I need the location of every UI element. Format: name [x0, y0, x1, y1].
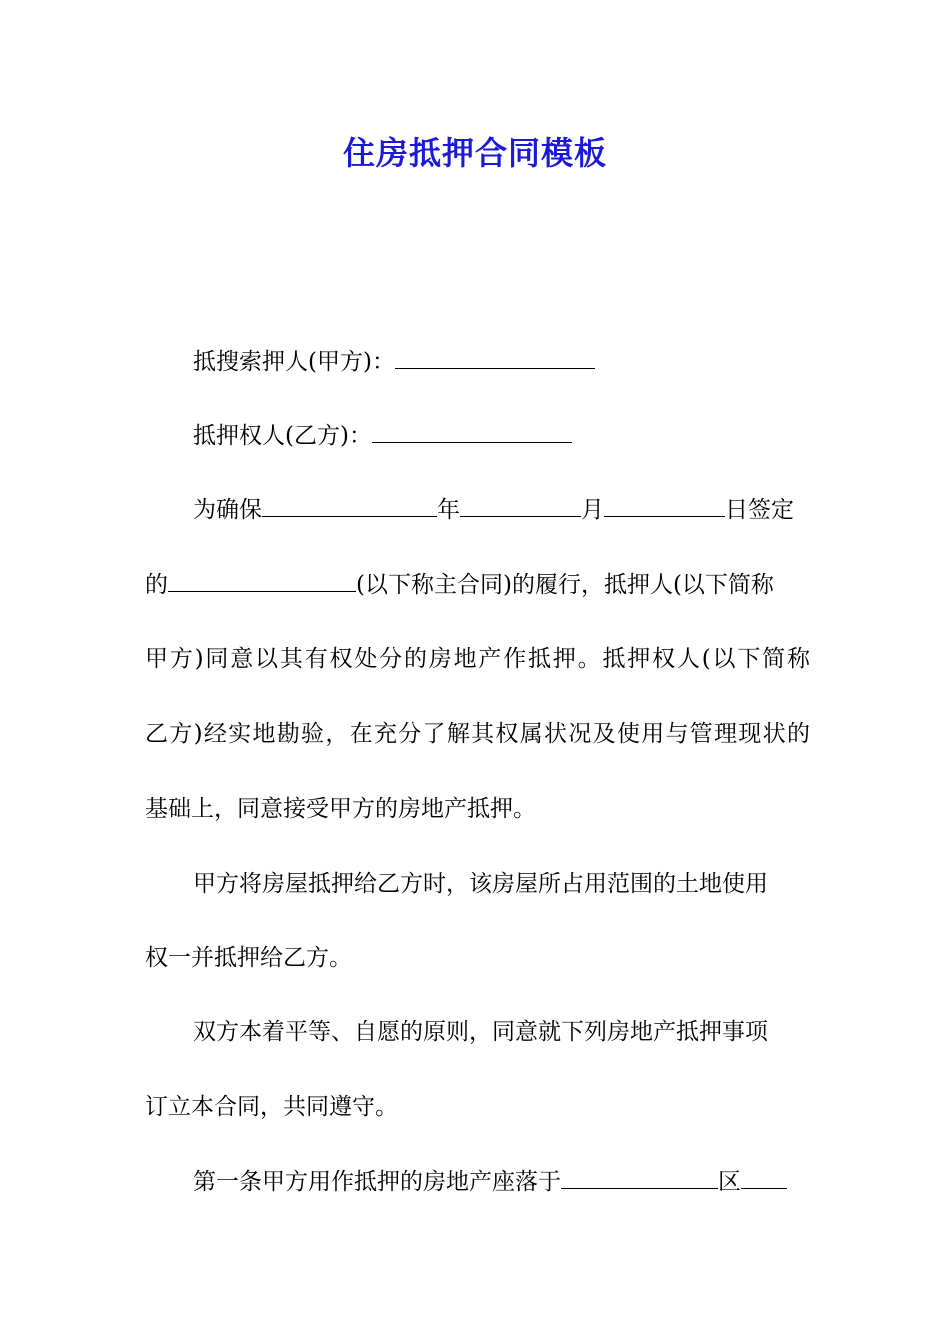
paragraph-2-line-1: 甲方将房屋抵押给乙方时，该房屋所占用范围的土地使用 [193, 871, 768, 897]
text-segment: 区 [718, 1169, 741, 1195]
paragraph-1-line-5: 基础上，同意接受甲方的房地产抵押。 [145, 796, 536, 822]
paragraph-1-line-2 [145, 569, 810, 600]
text-segment: 为确保 [193, 497, 262, 523]
document-title: 住房抵押合同模板 [342, 134, 607, 172]
mortgagor-line [145, 346, 858, 377]
mortgagor-label: 抵搜索押人(甲方)： [193, 349, 395, 375]
article-1-line [145, 1166, 858, 1197]
text-segment: (以下称主合同)的履行，抵押人(以下简称 [356, 572, 774, 598]
contract-name-blank [262, 494, 437, 517]
text-segment: 第一条甲方用作抵押的房地产座落于 [193, 1169, 561, 1195]
mortgagee-blank [372, 420, 572, 443]
text-segment: 年 [437, 497, 460, 523]
paragraph-3-line-1: 双方本着平等、自愿的原则，同意就下列房地产抵押事项 [193, 1019, 768, 1045]
day-blank [604, 494, 725, 517]
mortgagee-line [145, 420, 858, 451]
month-blank [460, 494, 581, 517]
text-segment: 月 [581, 497, 604, 523]
district-blank [741, 1166, 787, 1189]
text-segment: 日签定 [725, 497, 794, 523]
paragraph-1-line-1 [145, 494, 858, 525]
text-segment: 的 [145, 572, 168, 598]
paragraph-1-line-4: 乙方)经实地勘验，在充分了解其权属状况及使用与管理现状的 [145, 721, 810, 747]
main-contract-blank [168, 569, 356, 592]
mortgagor-blank [395, 346, 595, 369]
mortgagee-label: 抵押权人(乙方)： [193, 423, 372, 449]
location-blank [561, 1166, 718, 1189]
paragraph-1-line-3: 甲方)同意以其有权处分的房地产作抵押。抵押权人(以下简称 [145, 646, 810, 672]
paragraph-3-line-2: 订立本合同，共同遵守。 [145, 1094, 398, 1120]
paragraph-2-line-2: 权一并抵押给乙方。 [145, 945, 352, 971]
